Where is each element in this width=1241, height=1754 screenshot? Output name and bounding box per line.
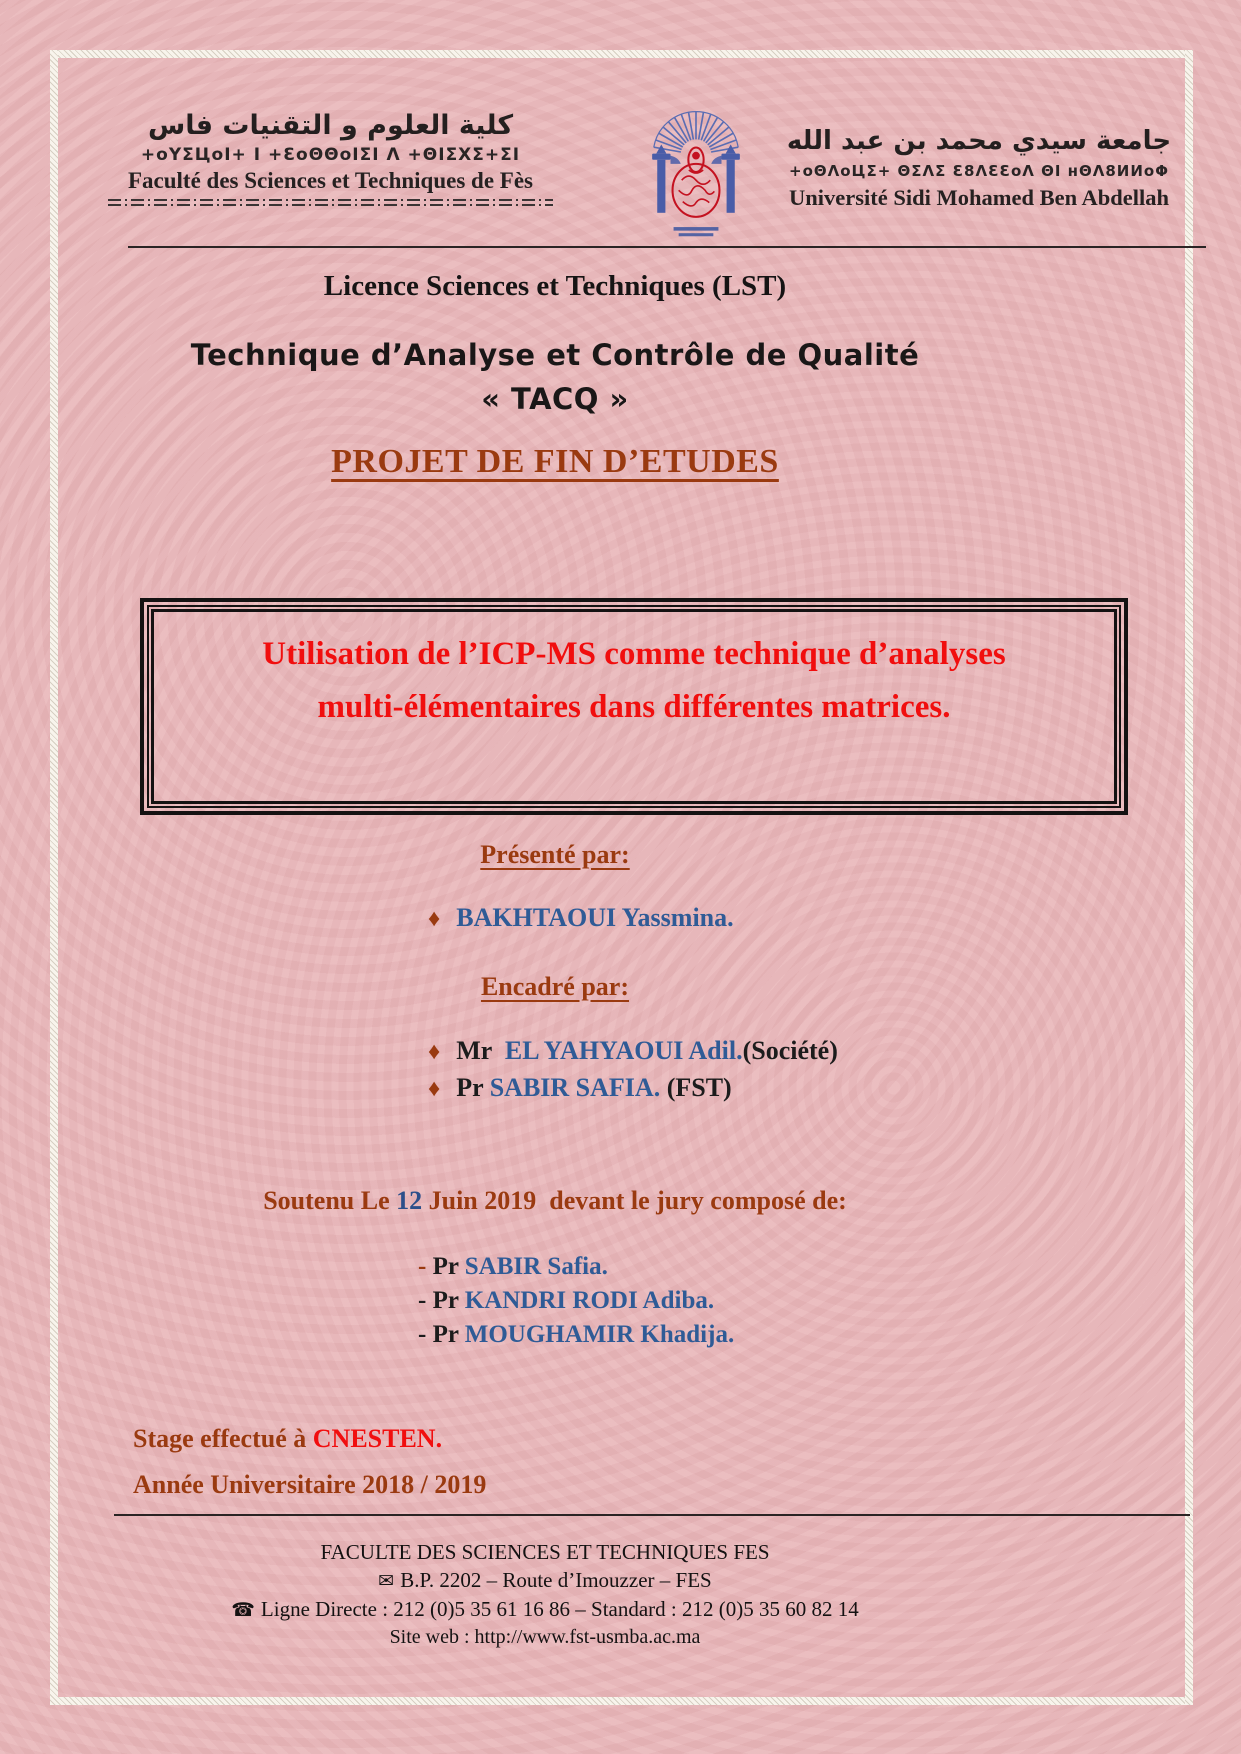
phone-icon: ☎: [231, 1599, 255, 1621]
jury-name: MOUGHAMIR Khadija.: [464, 1321, 735, 1348]
footer-separator-line: [114, 1514, 1190, 1516]
diamond-bullet-icon: ♦: [428, 1039, 441, 1065]
supervisor-line: [428, 1073, 732, 1103]
jury-member-row: [418, 1321, 734, 1349]
footer-address: B.P. 2202 – Route d’Imouzzer – FES: [400, 1568, 712, 1592]
university-header-block: [778, 124, 1180, 212]
footer-website: Site web : http://www.fst-usmba.ac.ma: [389, 1626, 701, 1648]
jury-title: Pr: [432, 1287, 465, 1314]
jury-member-row: [418, 1253, 608, 1281]
jury-dash: -: [418, 1287, 433, 1314]
jury-name: SABIR Safia.: [464, 1253, 608, 1280]
dash-dot-underline: [108, 199, 553, 206]
jury-dash: -: [418, 1321, 433, 1348]
university-name-tifinagh: +oΘΛoЦΣ+ ΘΣΛΣ Ɛ8ΛƐƐoΛ ΘI ʜΘΛ8ИИoΦ: [789, 162, 1169, 180]
report-title: PROJET DE FIN D’ETUDES: [331, 443, 779, 480]
footer-address-line: [0, 1566, 1090, 1595]
footer-faculty-name: FACULTE DES SCIENCES ET TECHNIQUES FES: [320, 1540, 770, 1564]
internship-line: [133, 1424, 442, 1454]
internship-organization: CNESTEN.: [312, 1424, 443, 1453]
student-line: [428, 903, 734, 933]
academic-year: Année Universitaire 2018 / 2019: [133, 1470, 487, 1499]
university-name-arabic: جامعة سيدي محمد بن عبد الله: [786, 126, 1172, 156]
subject-title-line1: Utilisation de l’ICP-MS comme technique d’analyses: [262, 636, 1006, 672]
defense-text-before: Soutenu Le: [263, 1186, 397, 1215]
supervisor-affiliation: (Société): [742, 1036, 838, 1065]
faculty-header-block: [108, 108, 553, 206]
footer-phone-line: [0, 1595, 1090, 1624]
border-frame-bottom: [50, 1697, 1193, 1705]
mail-icon: ✉: [378, 1570, 395, 1592]
internship-label: Stage effectué à: [133, 1424, 313, 1453]
diamond-bullet-icon: ♦: [428, 906, 441, 932]
subject-title: [154, 628, 1114, 735]
subject-box-inner-border: [151, 609, 1117, 804]
jury-title: Pr: [432, 1321, 465, 1348]
border-frame-top: [50, 50, 1193, 58]
faculty-name-tifinagh: +oYΣЦoI+ I +ƐoΘΘoIΣI Λ +ΘIΣXΣ+ΣI: [140, 145, 521, 165]
presented-by-heading: Présenté par:: [480, 840, 630, 869]
supervisor-name: EL YAHYAOUI Adil.: [504, 1036, 743, 1065]
diamond-bullet-icon: ♦: [428, 1076, 441, 1102]
jury-dash: -: [418, 1253, 433, 1280]
footer-phones: Ligne Directe : 212 (0)5 35 61 16 86 – Standard : 212 (0)5 35 60 82 14: [260, 1597, 859, 1621]
university-name-french: Université Sidi Mohamed Ben Abdellah: [788, 185, 1170, 210]
jury-member-row: [418, 1287, 714, 1315]
program-speciality: Technique d’Analyse et Contrôle de Qualité: [190, 338, 920, 372]
defense-line: [0, 1186, 1110, 1216]
supervisor-name: SABIR SAFIA.: [489, 1073, 661, 1102]
subject-box-middle-border: [147, 605, 1121, 808]
defense-day: 12: [396, 1186, 423, 1215]
jury-name: KANDRI RODI Adiba.: [464, 1287, 715, 1314]
program-degree: Licence Sciences et Techniques (LST): [323, 270, 787, 302]
supervisor-title: Mr: [456, 1036, 505, 1065]
header-separator-line: [128, 246, 1206, 248]
supervisor-line: [428, 1036, 838, 1066]
subject-box: [140, 598, 1128, 815]
supervisor-affiliation: (FST): [660, 1073, 732, 1102]
student-name: BAKHTAOUI Yassmina.: [456, 903, 734, 932]
supervised-by-heading: Encadré par:: [480, 972, 630, 1001]
supervisor-title: Pr: [456, 1073, 490, 1102]
defense-text-after: Juin 2019 devant le jury composé de:: [422, 1186, 847, 1215]
jury-title: Pr: [432, 1253, 465, 1280]
subject-title-line2: multi-élémentaires dans différentes matrices.: [317, 689, 951, 726]
program-acronym: « TACQ »: [481, 382, 629, 416]
footer-block: [0, 1538, 1090, 1651]
university-logo: [645, 96, 747, 248]
faculty-name-french: Faculté des Sciences et Techniques de Fès: [127, 168, 534, 193]
faculty-name-arabic: كلية العلوم و التقنيات فاس: [147, 110, 514, 141]
university-emblem-graphic: [645, 96, 747, 248]
border-frame-right: [1185, 50, 1193, 1705]
